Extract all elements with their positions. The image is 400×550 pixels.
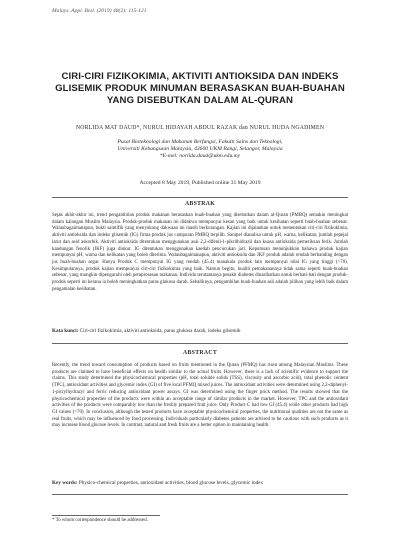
affiliation-block (52, 139, 348, 160)
abstrak-keywords (52, 328, 348, 334)
footnote-rule (52, 515, 160, 516)
abstrak-body: Sejak akhir-akhir ini, trend pengambilan produk makanan berasaskan buah-buahan yang disebutkan dalam al-Quran (PMBQ) semakin meningkat dalam kalangan Muslim Malaysia. Produk-produk makanan ini didakwa mempunyai kesan yang baik untuk kesihatan seperti buah-buahan sebenar. Walaubagaimanapun, bukti saintifik yang menyokong dakwaan ini masih berkurangan. Kajian ini dijalankan untuk menentukan ciri-ciri fizikokimia, aktiviti antioksida dan indeks glisemik (IG) firma produk jus campuran PMBQ terpilih. Sampel dianalisa untuk pH, warna, kelikatan, jumlah pepejal larut dan asid askorbik. Aktiviti antioksida ditentukan menggunakan asai 2,2-difenil-1-pikrilhidrazil dan kuasa antioksida pemeriksan ferik. Jumlah kandungan fenolik (JKF) juga diukur. IG ditentukan menggunakan kaedah pencucukan jari. Keputusan menunjukkan bahawa produk kajian mempunyai pH, warna dan kelikatan yang boleh diterima. Walaubagaimanapun, aktiviti antioksida dan JKF produk adalah rendah berbanding dengan jus buah-buahan segar. Hanya Produk C mempunyai IG yang rendah (45.4) manakala produk lain mempunyai nilai IG yang tinggi (>70). Kesimpulannya, produk kajian mempunyai ciri-ciri fizikokimia yang baik. Namun begitu, kualiti pemakanannya tidak sama seperti buah-buahan sebenar, yang mungkin dipengaruhi oleh pemprosesan makanan. Individu terutamanya pesakit diabetes dinasihatkan untuk berhati-hati dengan produk-produk seperti ini kerana ia boleh meningkatkan paras glukosa darah. Sebaliknya, pengambilan buah-buahan asli adalah pilihan yang lebih baik dalam pengamalan kesihatan. (52, 213, 349, 292)
accepted-date: Accepted 8 May 2019, Published online 31 May 2019 (139, 180, 261, 186)
section-divider (52, 494, 348, 495)
abstract-keywords (52, 480, 348, 486)
affiliation-email: *E-mel: norlida.daud@ukm.edu.my (159, 153, 241, 159)
journal-reference: Malays. Appl. Biol. (2019) 48(2): 115-121 (52, 8, 147, 14)
abstract-heading: ABSTRACT (183, 350, 217, 356)
paper-title: CIRI-CIRI FIZIKOKIMIA, AKTIVITI ANTIOKSIDA DAN INDEKS GLISEMIK PRODUK MINUMAN BERASASKAN BUAH-BUAHAN YANG DISEBUTKAN DALAM AL-QURAN (55, 71, 345, 106)
section-divider (52, 343, 348, 344)
keywords-label: Key words: (52, 480, 78, 486)
affiliation-line: Pusat Bioteknologi dan Makanan Berfungsi, Fakulti Sains dan Teknologi, (117, 139, 283, 145)
footnote: * To whom correspondence should be addressed. (52, 518, 148, 523)
affiliation-line: Universiti Kebangsaan Malaysia, 43600 UKM Bangi, Selangor, Malaysia (117, 146, 283, 152)
keywords-list: Ciri-ciri fizikokimia, aktiviti antioksida, paras glukosa darah, indeks glisemik (79, 328, 241, 334)
author-list: NORLIDA MAT DAUD*, NURUL HIDAYAH ABDUL RAZAK dan NURUL HUDA NGADIMEN (75, 125, 325, 131)
keywords-label: Kata kunci: (52, 328, 79, 334)
section-divider (52, 197, 348, 198)
abstrak-heading: ABSTRAK (184, 201, 216, 207)
abstract-body: Recently, the trend toward consumption of products based on fruits mentioned in the Quran (PFMQ) has risen among Malaysian Muslims. These products are claimed to have beneficial effects on health similar to the actual fruits. However, there is a lack of scientific evidence to support the claims. This study determined the physicochemical properties (pH, total soluble solids (TSS), viscosity and ascorbic acid), total phenolic content (TPC), antioxidant activities and glycemic index (GI) of five local PFMQ mixed juices. The antioxidant activities were determined using 2,2-diphenyl-1-picrylhydrazyl and ferric reducing antioxidant power assays. GI was determined using the finger prick method. The results showed that the physicochemical properties of the products were within an acceptable range of similar products in the market. However, TPC and the antioxidant activities of the products were comparably low than the freshly prepared fruit juice. Only Product C had low GI (45.4) while other products had high GI values (>70). In conclusion, although the tested products have acceptable physicochemical properties, the nutritional qualities are not the same as real fruits, which may be influenced by food processing. Individuals particularly diabetes patients are advised to be cautious with such products as it may increase blood glucose levels. In contrast, natural and fresh fruits are a better option in maintaining health. (52, 363, 348, 429)
keywords-list: Physico-chemical properties, antioxidant activities, blood glucose levels, glycemic index (78, 480, 264, 486)
